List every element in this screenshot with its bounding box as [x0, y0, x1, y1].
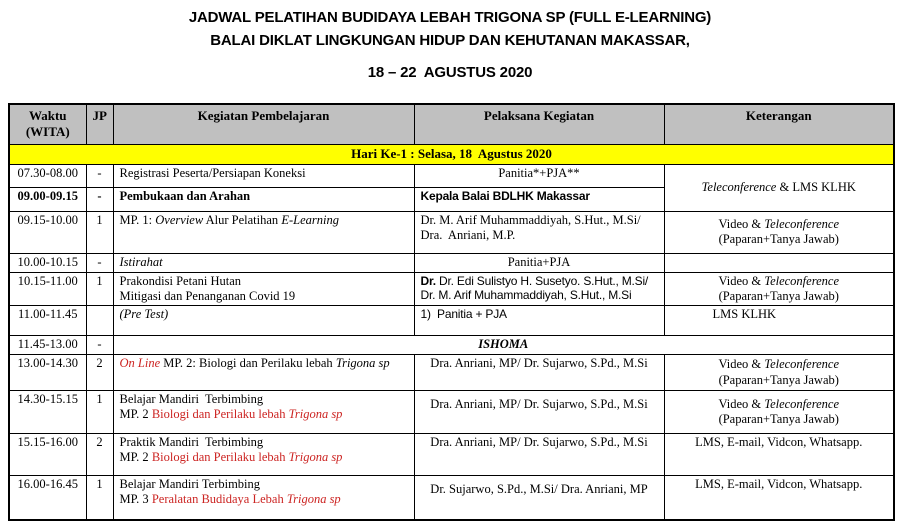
activity-red-italic-part: Trigona sp	[286, 492, 341, 507]
activity-line: Prakondisi Petani Hutan	[119, 273, 242, 288]
notes-cell: LMS KLHK	[664, 306, 894, 336]
jp-cell: 1	[86, 272, 113, 306]
header-waktu-line1: Waktu	[28, 108, 67, 123]
notes-line	[671, 397, 888, 412]
notes-line: (Paparan+Tanya Jawab)	[718, 232, 839, 246]
table-row	[9, 272, 894, 306]
organizer-cell: Dra. Anriani, MP/ Dr. Sujarwo, S.Pd., M.Si	[414, 391, 664, 434]
activity-cell	[113, 211, 414, 253]
activity-red-italic-part: On Line	[119, 356, 161, 370]
notes-cell: LMS, E-mail, Vidcon, Whatsapp.	[664, 434, 894, 476]
table-row	[9, 476, 894, 520]
notes-italic-part: Teleconference	[764, 273, 840, 288]
time-cell: 16.00-16.45	[9, 476, 86, 520]
organizer-cell: Panitia*+PJA**	[414, 164, 664, 187]
organizer-cell: Dr. Sujarwo, S.Pd., M.Si/ Dra. Anriani, MP	[414, 476, 664, 520]
time-cell: 10.00-10.15	[9, 253, 86, 272]
header-waktu	[9, 104, 86, 144]
organizer-line: Dra. Anriani, M.P.	[420, 227, 516, 242]
notes-plain-part: Video &	[718, 273, 765, 288]
table-row	[9, 306, 894, 336]
jp-cell	[86, 306, 113, 336]
notes-line	[671, 274, 888, 289]
activity-line	[120, 407, 408, 422]
activity-red-part: Peralatan Budidaya Lebah	[151, 492, 287, 507]
notes-italic-part: Teleconference	[764, 396, 840, 411]
activity-line: Belajar Mandiri Terbimbing	[119, 477, 261, 491]
notes-cell	[664, 164, 894, 211]
jp-cell: 1	[86, 476, 113, 520]
activity-cell	[113, 272, 414, 306]
activity-cell: (Pre Test)	[113, 306, 414, 336]
organizer-bold-part: Dr.	[420, 273, 436, 288]
notes-italic-part: Teleconference	[764, 357, 840, 372]
table-row	[9, 355, 894, 391]
jp-cell: 2	[86, 355, 113, 391]
time-cell: 13.00-14.30	[9, 355, 86, 391]
table-row	[9, 253, 894, 272]
notes-cell: LMS, E-mail, Vidcon, Whatsapp.	[664, 476, 894, 520]
jp-cell: -	[86, 253, 113, 272]
notes-cell	[664, 355, 894, 391]
title-line-1: JADWAL PELATIHAN BUDIDAYA LEBAH TRIGONA SP (FULL E-LEARNING)	[188, 9, 712, 26]
table-row	[9, 434, 894, 476]
activity-part: MP. 1:	[119, 212, 156, 227]
jp-cell: -	[86, 164, 113, 187]
notes-cell	[664, 253, 894, 272]
activity-cell	[113, 476, 414, 520]
activity-cell: Registrasi Peserta/Persiapan Koneksi	[113, 164, 414, 187]
notes-italic-part: Teleconference	[701, 179, 777, 194]
table-row	[9, 211, 894, 253]
time-cell: 07.30-08.00	[9, 164, 86, 187]
jp-cell: 1	[86, 391, 113, 434]
activity-cell: Pembukaan dan Arahan	[113, 187, 414, 211]
header-kegiatan: Kegiatan Pembelajaran	[113, 104, 414, 144]
activity-italic-part: E-Learning	[281, 212, 339, 227]
jp-cell: 2	[86, 434, 113, 476]
activity-red-part: Biologi dan Perilaku lebah	[151, 450, 289, 465]
organizer-cell	[414, 272, 664, 306]
activity-part: Alur Pelatihan	[203, 212, 282, 227]
time-cell: 14.30-15.15	[9, 391, 86, 434]
table-header-row	[9, 104, 894, 144]
activity-red-italic-part: Trigona sp	[288, 407, 343, 422]
activity-part: MP. 2	[119, 407, 152, 422]
organizer-line	[421, 274, 658, 289]
table-row	[9, 391, 894, 434]
organizer-plain-part: Dr. Edi Sulistyo H. Susetyo. S.Hut., M.Si/	[435, 273, 649, 288]
activity-line	[120, 450, 408, 465]
organizer-cell	[414, 211, 664, 253]
activity-cell: Istirahat	[113, 253, 414, 272]
day-banner-row	[9, 144, 894, 164]
jp-cell: -	[86, 336, 113, 355]
time-cell: 11.00-11.45	[9, 306, 86, 336]
activity-cell	[113, 434, 414, 476]
activity-line	[120, 492, 408, 507]
day-banner: Hari Ke-1 : Selasa, 18 Agustus 2020	[9, 144, 894, 164]
activity-line: Belajar Mandiri Terbimbing	[119, 392, 264, 406]
header-keterangan: Keterangan	[664, 104, 894, 144]
time-cell: 11.45-13.00	[9, 336, 86, 355]
activity-cell	[113, 355, 414, 391]
time-cell: 15.15-16.00	[9, 434, 86, 476]
break-cell: ISHOMA	[113, 336, 894, 355]
activity-part: MP. 2: Biologi dan Perilaku lebah	[160, 356, 336, 370]
organizer-cell: Dra. Anriani, MP/ Dr. Sujarwo, S.Pd., M.Si	[414, 355, 664, 391]
notes-plain-part: Video &	[718, 216, 765, 231]
activity-cell	[113, 391, 414, 434]
activity-part: MP. 2	[119, 450, 152, 465]
notes-line: (Paparan+Tanya Jawab)	[718, 372, 839, 387]
jp-cell: -	[86, 187, 113, 211]
title-line-2: BALAI DIKLAT LINGKUNGAN HIDUP DAN KEHUTANAN MAKASSAR,	[210, 32, 690, 49]
activity-part: MP. 3	[119, 492, 152, 507]
notes-plain-part: & LMS KLHK	[776, 179, 856, 194]
table-row	[9, 336, 894, 355]
time-cell: 10.15-11.00	[9, 272, 86, 306]
notes-plain-part: Video &	[718, 396, 765, 411]
time-cell: 09.00-09.15	[9, 187, 86, 211]
header-jp: JP	[86, 104, 113, 144]
activity-red-part: Biologi dan Perilaku lebah	[151, 407, 289, 422]
activity-line: Praktik Mandiri Terbimbing	[119, 435, 264, 449]
notes-cell	[664, 391, 894, 434]
notes-line	[671, 357, 888, 372]
schedule-table	[8, 103, 895, 521]
activity-line: Mitigasi dan Penanganan Covid 19	[119, 288, 296, 303]
organizer-cell: Kepala Balai BDLHK Makassar	[414, 187, 664, 211]
activity-italic-part: Overview	[155, 212, 204, 227]
notes-cell	[664, 272, 894, 306]
organizer-line: Dr. M. Arif Muhammaddiyah, S.Hut., M.Si/	[420, 212, 641, 227]
notes-cell	[664, 211, 894, 253]
time-cell: 09.15-10.00	[9, 211, 86, 253]
organizer-cell: Panitia+PJA	[414, 253, 664, 272]
title-line-3: 18 – 22 AGUSTUS 2020	[367, 64, 533, 81]
notes-plain-part: Video &	[718, 357, 765, 372]
notes-line: (Paparan+Tanya Jawab)	[718, 288, 839, 303]
notes-line	[671, 217, 888, 232]
notes-line: (Paparan+Tanya Jawab)	[718, 412, 839, 426]
activity-red-italic-part: Trigona sp	[288, 450, 343, 465]
header-waktu-line2: (WITA)	[25, 123, 70, 139]
organizer-cell: 1) Panitia + PJA	[414, 306, 664, 336]
activity-italic-part: Trigona sp	[335, 356, 390, 370]
header-pelaksana: Pelaksana Kegiatan	[414, 104, 664, 144]
organizer-line: Dr. M. Arif Muhammaddiyah, S.Hut., M.Si	[420, 288, 632, 303]
organizer-cell: Dra. Anriani, MP/ Dr. Sujarwo, S.Pd., M.Si	[414, 434, 664, 476]
table-row	[9, 164, 894, 187]
notes-italic-part: Teleconference	[764, 216, 840, 231]
jp-cell: 1	[86, 211, 113, 253]
document-title	[0, 6, 900, 84]
